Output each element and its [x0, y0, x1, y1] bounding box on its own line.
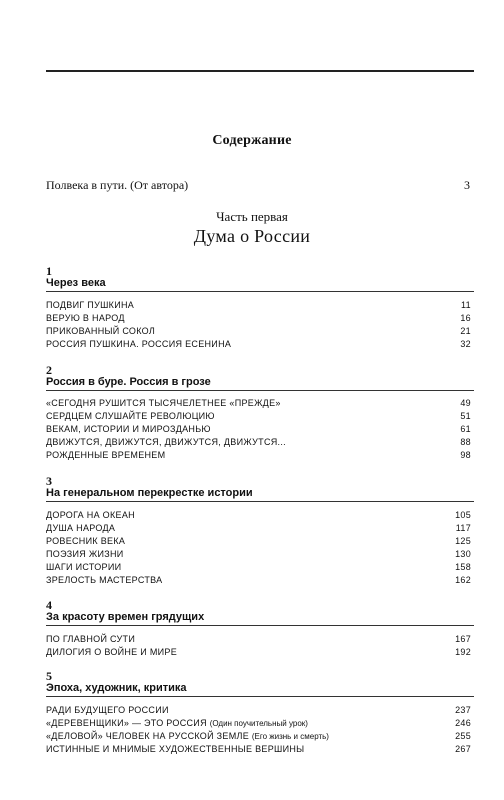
part-label: Часть первая — [216, 209, 288, 224]
entry-label: ДОРОГА НА ОКЕАН — [46, 510, 135, 520]
toc-entry — [46, 509, 474, 521]
part-title: Дума о России — [193, 226, 311, 246]
entry-label: ИСТИННЫЕ И МНИМЫЕ ХУДОЖЕСТВЕННЫЕ ВЕРШИНЫ — [46, 744, 305, 754]
toc-entry — [46, 325, 474, 337]
toc-entry — [46, 535, 474, 547]
entry-label: ПРИКОВАННЫЙ СОКОЛ — [46, 326, 156, 336]
entry-page: 130 — [455, 549, 471, 559]
entry-note: (Его жизнь и смерть) — [251, 732, 329, 741]
toc-entry — [46, 730, 474, 742]
entry-page: 88 — [460, 437, 471, 447]
entry-page: 158 — [455, 562, 471, 572]
toc-entry — [46, 397, 474, 409]
entry-label: ЗРЕЛОСТЬ МАСТЕРСТВА — [46, 575, 163, 585]
toc-entry — [46, 633, 474, 645]
entry-page: 237 — [455, 705, 471, 715]
section-divider — [46, 501, 474, 502]
section-divider — [46, 696, 474, 697]
section-divider — [46, 625, 474, 626]
entry-page: 61 — [460, 424, 471, 434]
section-divider — [46, 390, 474, 391]
entry-label: ПОЭЗИЯ ЖИЗНИ — [46, 549, 124, 559]
entry-page: 51 — [460, 411, 471, 421]
entry-label: СЕРДЦЕМ СЛУШАЙТЕ РЕВОЛЮЦИЮ — [46, 411, 215, 421]
entry-label: ШАГИ ИСТОРИИ — [46, 562, 122, 572]
section-number: 2 — [46, 363, 52, 377]
section-title: На генеральном перекрестке истории — [46, 487, 253, 499]
toc-entry — [46, 561, 474, 573]
entry-label: ВЕКАМ, ИСТОРИИ И МИРОЗДАНЬЮ — [46, 424, 211, 434]
page-title: Содержание — [212, 133, 292, 148]
entry-label: ДВИЖУТСЯ, ДВИЖУТСЯ, ДВИЖУТСЯ, ДВИЖУТСЯ... — [46, 437, 286, 447]
entry-label: РОЖДЕННЫЕ ВРЕМЕНЕМ — [46, 450, 166, 460]
entry-label: «СЕГОДНЯ РУШИТСЯ ТЫСЯЧЕЛЕТНЕЕ «ПРЕЖДЕ» — [46, 398, 281, 408]
entry-label: РАДИ БУДУЩЕГО РОССИИ — [46, 705, 169, 715]
entry-label: ДУША НАРОДА — [46, 523, 116, 533]
preface-label: Полвека в пути. (От автора) — [46, 178, 189, 192]
entry-page: 11 — [461, 300, 471, 310]
section-title: Через века — [46, 277, 106, 289]
toc-entry — [46, 299, 474, 311]
toc-entry — [46, 436, 474, 448]
section-title: Россия в буре. Россия в грозе — [46, 376, 211, 388]
section-number: 4 — [46, 598, 52, 612]
entry-label: «ДЕЛОВОЙ» ЧЕЛОВЕК НА РУССКОЙ ЗЕМЛЕ — [46, 731, 250, 741]
toc-entry — [46, 410, 474, 422]
header-rule — [46, 70, 474, 72]
toc-entry — [46, 338, 474, 350]
entry-page: 32 — [460, 339, 471, 349]
section-number: 5 — [46, 669, 52, 683]
entry-label: ВЕРУЮ В НАРОД — [46, 313, 125, 323]
entry-page: 255 — [455, 731, 471, 741]
toc-entry — [46, 312, 474, 324]
entry-page: 162 — [455, 575, 471, 585]
entry-label: ПОДВИГ ПУШКИНА — [46, 300, 135, 310]
entry-label: ПО ГЛАВНОЙ СУТИ — [46, 634, 136, 644]
toc-entry — [46, 717, 474, 729]
entry-label: РОССИЯ ПУШКИНА. РОССИЯ ЕСЕНИНА — [46, 339, 232, 349]
entry-label: ДИЛОГИЯ О ВОЙНЕ И МИРЕ — [46, 647, 178, 657]
entry-page: 21 — [460, 326, 471, 336]
entry-page: 192 — [455, 647, 471, 657]
preface-entry — [46, 178, 474, 194]
toc-entry — [46, 646, 474, 658]
section-title: За красоту времен грядущих — [46, 611, 205, 623]
entry-page: 16 — [460, 313, 471, 323]
toc-entry — [46, 704, 474, 716]
preface-page: 3 — [464, 178, 470, 192]
section-title: Эпоха, художник, критика — [46, 682, 187, 694]
entry-page: 98 — [460, 450, 471, 460]
toc-entry — [46, 423, 474, 435]
entry-page: 246 — [455, 718, 471, 728]
entry-note: (Один поучительный урок) — [209, 719, 308, 728]
toc-entry — [46, 743, 474, 755]
section-number: 1 — [46, 264, 52, 278]
entry-page: 267 — [455, 744, 471, 754]
entry-page: 49 — [460, 398, 471, 408]
section-divider — [46, 291, 474, 292]
entry-page: 125 — [455, 536, 471, 546]
toc-entry — [46, 548, 474, 560]
toc-entry — [46, 522, 474, 534]
entry-label: «ДЕРЕВЕНЩИКИ» — ЭТО РОССИЯ — [46, 718, 207, 728]
section-number: 3 — [46, 474, 52, 488]
entry-page: 167 — [455, 634, 471, 644]
toc-entry — [46, 449, 474, 461]
entry-label: РОВЕСНИК ВЕКА — [46, 536, 126, 546]
toc-entry — [46, 574, 474, 586]
entry-page: 117 — [455, 523, 471, 533]
entry-page: 105 — [455, 510, 471, 520]
